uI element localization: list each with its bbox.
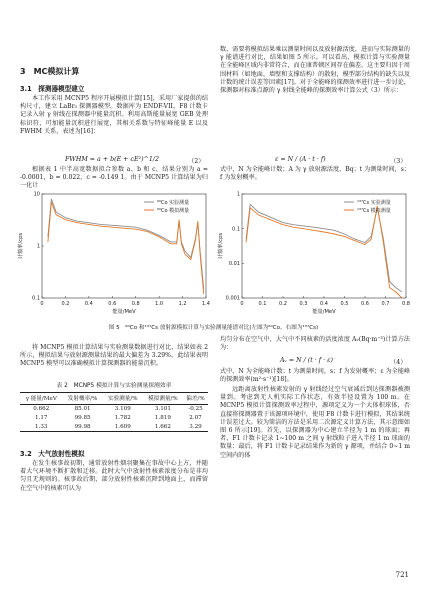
- equation-number: （2）: [188, 158, 205, 165]
- paragraph: 本工作采用 MCNP5 程序开展模拟计算[15]，采用厂家提供的结构尺寸，建立 LaBr₃ 探测器模型。数据库为 ENDF-VII，F8 计数卡记录入射 γ 射线在探测器中能量沉积。利用高斯能量展宽 GEB 处理标识符，可加能量沉积进行展宽，其相关系数与特征峰能量 E 以及 FWHM 关系，表述为[16]：: [20, 95, 208, 135]
- x-tick-label: 0.2: [61, 301, 70, 307]
- table-cell: 99.98: [74, 423, 91, 430]
- equation-2: FWHM = a + b(E + cE²)^1/2: [65, 156, 159, 163]
- table-cell: 1.17: [35, 414, 48, 421]
- table-cell: 3.29: [189, 423, 202, 430]
- table-cell: 2.07: [189, 414, 202, 421]
- equation-4: Aᵥ = N / (t · f · ε): [280, 357, 333, 364]
- table-cell: 1.609: [114, 423, 131, 430]
- series-line: [246, 204, 402, 292]
- equation-3: ε = N / (A · t · f): [275, 156, 326, 163]
- x-tick-label: 0.6: [361, 301, 369, 307]
- table-header: 实验测量/%: [107, 396, 138, 403]
- subsection-heading: 3.2 大气放射性模拟: [20, 450, 85, 458]
- subsection-heading: 3.1 探测器模型建立: [20, 85, 85, 93]
- x-tick-label: 0.8: [402, 301, 410, 307]
- paragraph: 根据表 1 中半高宽数据拟合参数 a、b 和 c，结果分别为 a = -0.0001，b = 0.022，c = -0.149 1。由于 MCNP5 计算结果为归一化计: [20, 166, 208, 190]
- legend-label: ¹³⁷Cs 模拟测量: [357, 207, 391, 214]
- y-axis-label: 计数率/cps: [218, 232, 224, 260]
- section-heading: 3 MC模拟计算: [20, 67, 80, 76]
- y-tick-label: 1: [236, 191, 240, 198]
- table-cell: 99.85: [74, 414, 91, 421]
- x-tick-label: 0.4: [84, 301, 93, 307]
- paragraph: 数，需要将模拟结果乘以测量时间以及放射源活度，进而与实际测量的 γ 能谱进行对比，结果如图 5 所示。可以看出，模拟计算与实验测量在全能峰区域内非常符合，而在康普顿区间存在偏差。这主要归因于周围材料（如地面、墙壁和支撑结构）的散射，模型部分结构的缺失以及计数的统计误差等因素[17]。对于全能峰的探测效率进行进一步讨论，探测器对标准点源的 γ 射线全能峰的探测效率计算公式（3）所示：: [220, 46, 410, 95]
- paragraph: 式中，N 为全能峰计数；A 为 γ 放射源活度，Bq；t 为测量时间，s；f 为发射概率。: [220, 166, 410, 182]
- x-tick-label: 0.7: [381, 301, 390, 307]
- x-tick-label: 1.0: [155, 301, 164, 307]
- table-cell: 1.782: [114, 414, 131, 421]
- table-cell: 1.819: [154, 414, 171, 421]
- y-tick-label: 0.001: [225, 295, 240, 302]
- paragraph: 均匀分布在空气中，大气中不同核素的活度浓度 Aᵥ(Bq·m⁻³)计算方法为：: [220, 336, 410, 352]
- paragraph: 将 MCNP5 模拟计算结果与实验测量数据进行对比，结果如表 2 所示，模拟结果与放射源测量结果的最大偏差为 3.29%。此结果表明 MCNP5 模型可以准确模拟计算探测器的能量沉积。: [20, 344, 208, 368]
- equation-number: （4）: [390, 359, 407, 366]
- x-tick-label: 0.1: [258, 301, 267, 307]
- legend-label: ¹³⁷Cs 实验测量: [357, 199, 391, 206]
- x-tick-label: 0: [240, 301, 244, 307]
- y-tick-label: 0.1: [32, 295, 40, 302]
- x-axis-label: 能量/MeV: [312, 309, 336, 315]
- y-tick-label: 1: [36, 243, 40, 250]
- table-2: [20, 380, 208, 432]
- table-cell: -0.25: [188, 406, 203, 413]
- table-cell: 3.109: [114, 406, 131, 413]
- table-caption: 表 2 MCNP5 模拟计算与实验测量探测效率: [56, 383, 172, 389]
- table-header-row: [20, 393, 208, 405]
- x-tick-label: 0.8: [131, 301, 140, 307]
- table-row: [20, 414, 208, 423]
- legend-label: ⁶⁰Co 模拟测量: [157, 207, 190, 214]
- table-row: [20, 404, 208, 413]
- page-number: 721: [395, 571, 409, 579]
- table-cell: 3.101: [154, 406, 171, 413]
- data-table: [20, 392, 208, 432]
- paragraph: 远距离放射性核素发射的 γ 射线经过空气衰减后到达探测器被测量到。考虑到无人机实际工作状态，有效半径设置为 100 m。在 MCNP5 模拟计算探测效率过程中，源项定义为一个大体积球体，否直接将探测器置于该源项环境中，使用 F8 计数卡进行模拟，其结果统计误差过大。较为简洁的方法是采用二次源定义计算方法，其示意图如图 6 所示[19]。首先，以探测器为中心建立半径为 1 m 的球面；再者，F1 计数卡记录 1~100 m 之间 γ 射线粒子进入半径 1 m 球面的数量；最后，将 F1 计数卡记录结果作为新的 γ 源项，并结合 0~1 m 空间内的体: [220, 386, 410, 459]
- y-tick-label: 0.1: [232, 226, 240, 233]
- equation-number: （3）: [390, 158, 407, 165]
- y-tick-label: 0.01: [228, 261, 240, 268]
- x-tick-label: 1.2: [178, 301, 187, 307]
- x-tick-label: 0.2: [279, 301, 287, 307]
- cs137-spectrum-chart: [214, 186, 414, 320]
- x-axis-label: 能量/MeV: [112, 309, 136, 315]
- table-header: 偏差/%: [186, 396, 205, 403]
- y-tick-label: 10: [33, 191, 40, 198]
- table-cell: 0.662: [33, 406, 50, 413]
- table-cell: 1.662: [154, 423, 171, 430]
- table-header: 发射概率/%: [67, 396, 98, 403]
- table-row: [20, 422, 208, 431]
- table-header: 模拟测量/%: [148, 396, 178, 403]
- table-header: γ 能量/MeV: [25, 396, 57, 403]
- x-tick-label: 1.4: [202, 301, 210, 307]
- table-cell: 85.01: [74, 406, 91, 413]
- x-tick-label: 0.3: [299, 301, 308, 307]
- co60-spectrum-chart: [14, 186, 214, 320]
- table-cell: 1.33: [35, 423, 48, 430]
- series-line: [246, 206, 402, 298]
- legend-label: ⁶⁰Co 实验测量: [157, 199, 190, 206]
- series-line: [48, 202, 204, 294]
- x-tick-label: 0.4: [320, 301, 328, 307]
- x-tick-label: 0.6: [108, 301, 117, 307]
- y-axis-label: 计数率/cps: [18, 232, 24, 260]
- x-tick-label: 0: [40, 301, 44, 307]
- figure-5-caption: 图 5 ⁶⁰Co 和¹³⁷Cs 放射源模拟计算与实验测量能谱对比(左图为⁶⁰Co，右图为¹³⁷Cs): [108, 325, 319, 331]
- paragraph: 在发生核事故初期，通常放射性烟羽聚集在事故中心上方，并随着大气环境不断扩散和迁移。此时大气中放射性核素浓度分布是非均匀且无规则的。核事故后期，部分放射性核素沉降到地面上，而滞留在空气中的核素可认为: [20, 460, 208, 492]
- paragraph: 式中，N 为全能峰计数；t 为测量时间，s；f 为发射概率；ε 为全能峰的探测效率(m²·s⁻¹)[18]。: [220, 368, 410, 384]
- x-tick-label: 0.5: [340, 301, 349, 307]
